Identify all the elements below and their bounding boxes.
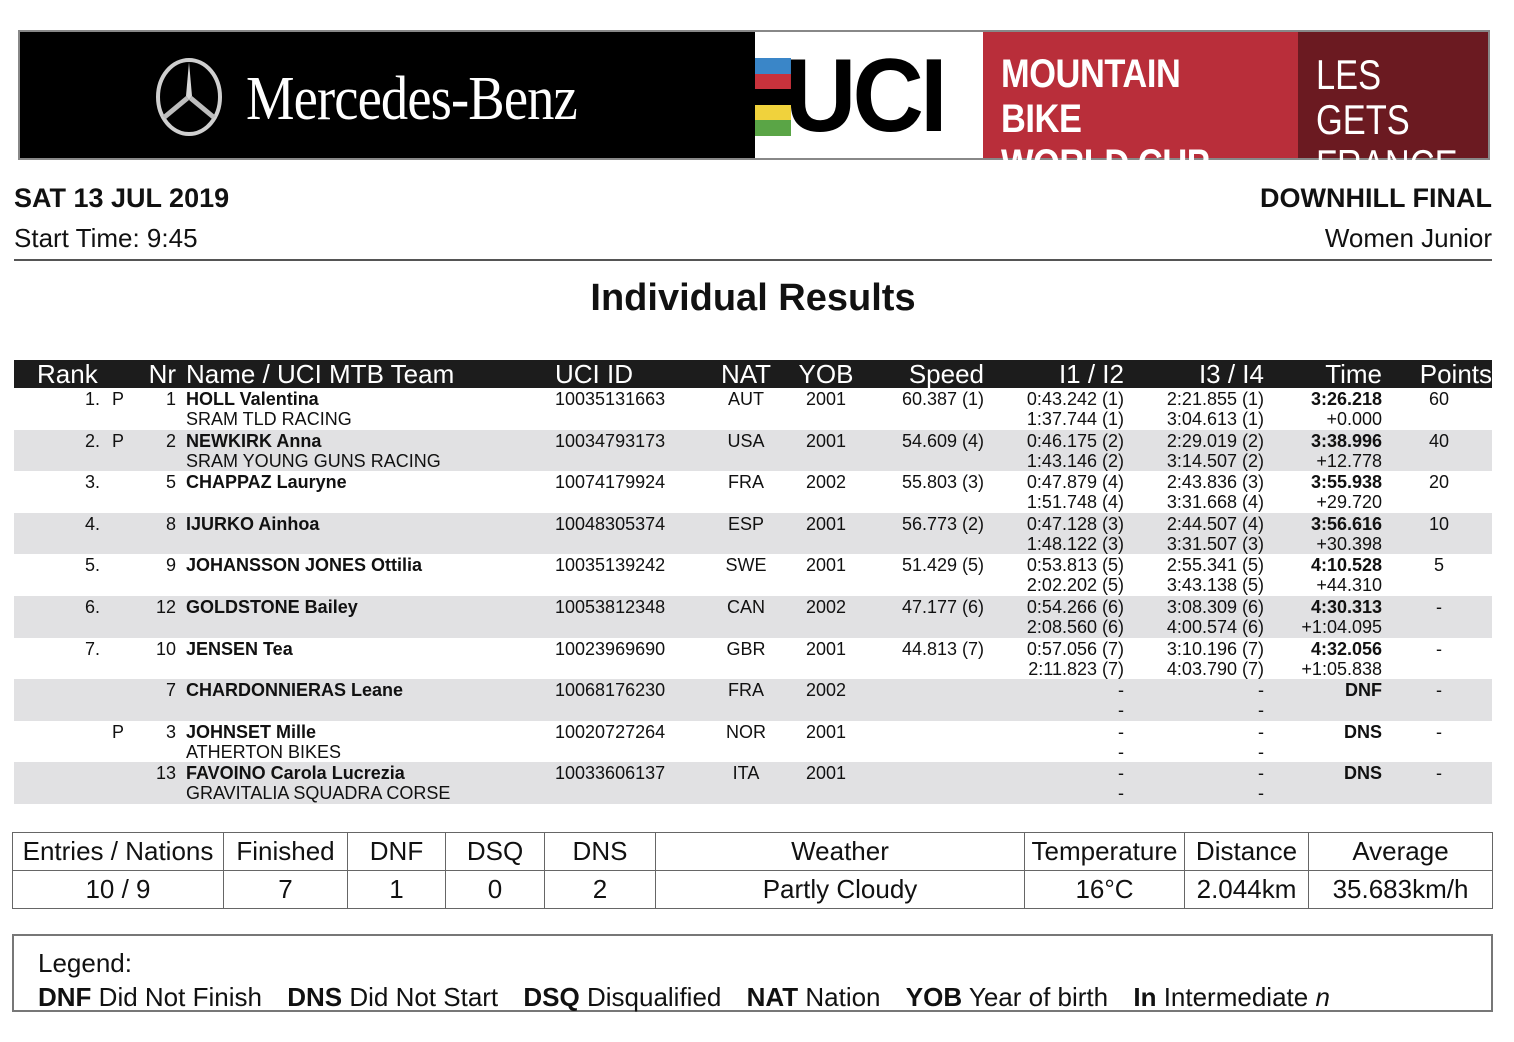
speed: 51.429 (5) [901,555,984,576]
rider-name: CHAPPAZ Lauryne [186,472,347,493]
year-of-birth: 2001 [805,721,847,742]
year-of-birth: 2001 [805,513,847,534]
results-body [14,388,1492,804]
team-name: SRAM YOUNG GUNS RACING [186,450,441,471]
split-i2: - [1118,741,1124,762]
uci-id: 10023969690 [555,638,666,659]
uci-id: 10048305374 [555,513,666,534]
uci-wordmark: UCI [785,38,944,154]
finish-time: 4:32.056 [1310,638,1382,659]
split-i2: - [1118,783,1124,804]
dns-value: 2 [545,871,656,909]
uci-id: 10068176230 [555,680,666,701]
split-i1: 0:53.813 (5) [1026,555,1124,576]
legend-item: DNS Did Not Start [287,982,499,1012]
results-header-row [14,360,1492,388]
nation: GBR [726,638,766,659]
series-panel [983,32,1298,186]
split-i4: 3:14.507 (2) [1166,450,1264,471]
rider-name: IJURKO Ainhoa [186,513,320,534]
nation: CAN [726,596,766,617]
points: 40 [1428,430,1450,451]
rank: 4. [84,513,100,534]
uci-id: 10034793173 [555,430,666,451]
split-i1: 0:57.056 (7) [1026,638,1124,659]
split-i1: 0:47.879 (4) [1026,472,1124,493]
year-of-birth: 2002 [805,472,847,493]
p-flag: P [112,430,125,451]
time-gap: +0.000 [1326,409,1382,429]
legend-title: Legend: [38,948,132,978]
col-nr: Nr [148,359,176,389]
bib-number: 1 [165,389,176,409]
dsq-value: 0 [446,871,545,909]
legend-items [38,982,1348,1013]
split-i2: 1:48.122 (3) [1026,533,1124,554]
split-i4: - [1258,783,1264,804]
split-i1: - [1118,721,1124,742]
col-points: Points [1419,359,1492,389]
split-i3: 3:08.309 (6) [1166,596,1264,617]
year-of-birth: 2002 [805,596,847,617]
split-i4: - [1258,700,1264,721]
points: - [1436,638,1442,659]
rider-name: FAVOINO Carola Lucrezia [186,763,405,784]
finish-time: 3:55.938 [1310,472,1382,493]
rider-name: NEWKIRK Anna [186,430,322,451]
points: - [1436,596,1442,617]
bib-number: 12 [155,596,176,617]
split-i1: - [1118,680,1124,701]
rank: 1. [84,389,100,409]
col-yob: YOB [798,359,854,389]
nation: FRA [728,472,764,493]
split-i2: 2:02.202 (5) [1026,575,1124,596]
rider-name: JOHANSSON JONES Ottilia [186,555,423,576]
table-row [14,388,1492,430]
split-i3: - [1258,680,1264,701]
split-i2: 2:11.823 (7) [1028,658,1124,679]
year-of-birth: 2001 [805,430,847,451]
rank: 2. [84,430,100,451]
rider-name: JOHNSET Mille [186,721,317,742]
time-gap: +30.398 [1316,533,1382,554]
rank: 3. [84,472,100,493]
split-i2: 1:43.146 (2) [1026,450,1124,471]
nation: AUT [728,389,764,409]
summary-header: Temperature [1025,833,1185,871]
uci-id: 10020727264 [555,721,666,742]
split-i3: 2:55.341 (5) [1166,555,1264,576]
col-i1-i2: I1 / I2 [1058,359,1124,389]
split-i2: 1:51.748 (4) [1026,492,1124,513]
table-row [14,679,1492,721]
race-summary-table [12,832,1493,909]
start-time: Start Time: 9:45 [14,223,198,253]
split-i1: 0:47.128 (3) [1026,513,1124,534]
points: - [1436,680,1442,701]
venue-line-1: LES GETS [1316,51,1410,143]
series-line-1: MOUNTAIN BIKE [1001,52,1181,141]
sponsor-name: Mercedes-Benz [246,65,577,133]
weather-value: Partly Cloudy [656,871,1025,909]
summary-header: Finished [224,833,348,871]
table-row [14,554,1492,596]
split-i3: 2:43.836 (3) [1166,472,1264,493]
uci-logo [755,32,983,158]
split-i3: 2:29.019 (2) [1166,430,1264,451]
speed: 47.177 (6) [901,596,984,617]
split-i4: 3:04.613 (1) [1166,409,1264,429]
table-row [14,596,1492,638]
average-speed-value: 35.683km/h [1309,871,1493,909]
split-i3: - [1258,763,1264,784]
split-i3: 2:44.507 (4) [1166,513,1264,534]
rank: 5. [84,555,100,576]
summary-header: Weather [656,833,1025,871]
split-i1: 0:43.242 (1) [1026,389,1124,409]
rider-name: GOLDSTONE Bailey [186,596,358,617]
legend-item: DNF Did Not Finish [38,982,262,1012]
time-gap: +1:05.838 [1301,658,1382,679]
time-gap: +44.310 [1316,575,1382,596]
summary-header: DNS [545,833,656,871]
summary-header: Distance [1185,833,1309,871]
summary-header: DNF [348,833,446,871]
split-i1: 0:46.175 (2) [1026,430,1124,451]
p-flag: P [112,721,125,742]
series-line-2: WORLD CUP [1001,142,1210,186]
time-gap: +1:04.095 [1301,616,1382,637]
split-i2: - [1118,700,1124,721]
year-of-birth: 2002 [805,680,847,701]
uci-id: 10035131663 [555,389,666,409]
results-table [14,360,1492,804]
finish-time: DNS [1343,763,1382,784]
rank: 7. [84,638,100,659]
legend-box [12,934,1493,1012]
col-uci-id: UCI ID [555,359,633,389]
p-flag: P [112,389,125,409]
event-name: DOWNHILL FINAL [1260,183,1492,213]
race-date: SAT 13 JUL 2019 [14,183,230,213]
nation: ITA [732,763,760,784]
bib-number: 3 [165,721,176,742]
bib-number: 2 [165,430,176,451]
points: 60 [1428,389,1450,409]
bib-number: 13 [155,763,176,784]
dnf-value: 1 [348,871,446,909]
sponsor-panel [20,32,755,158]
table-row [14,513,1492,555]
col-name: Name / UCI MTB Team [186,359,455,389]
temperature-value: 16°C [1025,871,1185,909]
bib-number: 8 [165,513,176,534]
split-i4: 3:43.138 (5) [1166,575,1264,596]
bib-number: 5 [165,472,176,493]
finish-time: DNF [1345,680,1382,701]
table-row [14,721,1492,763]
venue-line-2: FRANCE [1316,141,1458,188]
finish-time: 4:10.528 [1310,555,1382,576]
nation: ESP [727,513,765,534]
team-name: GRAVITALIA SQUADRA CORSE [186,783,451,804]
year-of-birth: 2001 [805,638,847,659]
finish-time: 3:26.218 [1310,389,1382,409]
uci-id: 10053812348 [555,596,666,617]
year-of-birth: 2001 [805,555,847,576]
summary-header: Average [1309,833,1493,871]
time-gap: +12.778 [1316,450,1382,471]
split-i4: 3:31.668 (4) [1166,492,1264,513]
nation: NOR [726,721,766,742]
finish-time: DNS [1343,721,1382,742]
summary-header: DSQ [446,833,545,871]
uci-id: 10074179924 [555,472,666,493]
split-i3: - [1258,721,1264,742]
mercedes-star-icon [154,56,224,138]
venue-panel [1298,32,1488,188]
year-of-birth: 2001 [805,389,847,409]
uci-id: 10033606137 [555,763,666,784]
speed: 60.387 (1) [901,389,984,409]
rank: 6. [84,596,100,617]
nation: USA [727,430,765,451]
col-nat: NAT [720,359,772,389]
table-row [14,471,1492,513]
summary-value-row [13,871,1493,909]
points: 10 [1428,513,1450,534]
bib-number: 10 [155,638,176,659]
race-header [14,183,1492,261]
split-i2: 2:08.560 (6) [1026,616,1124,637]
points: - [1436,763,1442,784]
nation: SWE [725,555,767,576]
table-row [14,638,1492,680]
col-speed: Speed [908,359,984,389]
finished-value: 7 [224,871,348,909]
speed: 44.813 (7) [901,638,984,659]
rider-name: JENSEN Tea [186,638,293,659]
entries-nations-value: 10 / 9 [13,871,224,909]
points: - [1436,721,1442,742]
table-row [14,762,1492,804]
split-i4: 4:00.574 (6) [1166,616,1264,637]
year-of-birth: 2001 [805,763,847,784]
event-banner [18,30,1490,188]
category: Women Junior [1324,223,1492,253]
split-i4: 3:31.507 (3) [1166,533,1264,554]
team-name: SRAM TLD RACING [186,409,352,429]
finish-time: 3:38.996 [1310,430,1382,451]
finish-time: 3:56.616 [1310,513,1382,534]
summary-header-row [13,833,1493,871]
split-i1: - [1118,763,1124,784]
summary-header: Entries / Nations [13,833,224,871]
finish-time: 4:30.313 [1310,596,1382,617]
uci-id: 10035139242 [555,555,666,576]
points: 5 [1433,555,1445,576]
legend-item: YOB Year of birth [905,982,1109,1012]
split-i3: 2:21.855 (1) [1166,389,1264,409]
speed: 55.803 (3) [901,472,984,493]
col-time: Time [1325,359,1382,389]
rider-name: HOLL Valentina [186,389,319,409]
col-rank: Rank [37,359,98,389]
split-i1: 0:54.266 (6) [1026,596,1124,617]
split-i3: 3:10.196 (7) [1166,638,1264,659]
nation: FRA [728,680,764,701]
split-i2: 1:37.744 (1) [1026,409,1124,429]
bib-number: 9 [165,555,176,576]
legend-item: NAT Nation [746,982,881,1012]
time-gap: +29.720 [1316,492,1382,513]
legend-item: In Intermediate n [1133,982,1330,1012]
distance-value: 2.044km [1185,871,1309,909]
split-i4: - [1258,741,1264,762]
rider-name: CHARDONNIERAS Leane [186,680,404,701]
split-i4: 4:03.790 (7) [1166,658,1264,679]
legend-item: DSQ Disqualified [523,982,722,1012]
points: 20 [1428,472,1450,493]
bib-number: 7 [165,680,176,701]
team-name: ATHERTON BIKES [186,741,342,762]
page-title: Individual Results [590,277,916,319]
speed: 54.609 (4) [901,430,984,451]
col-i3-i4: I3 / I4 [1198,359,1264,389]
table-row [14,430,1492,472]
speed: 56.773 (2) [901,513,984,534]
